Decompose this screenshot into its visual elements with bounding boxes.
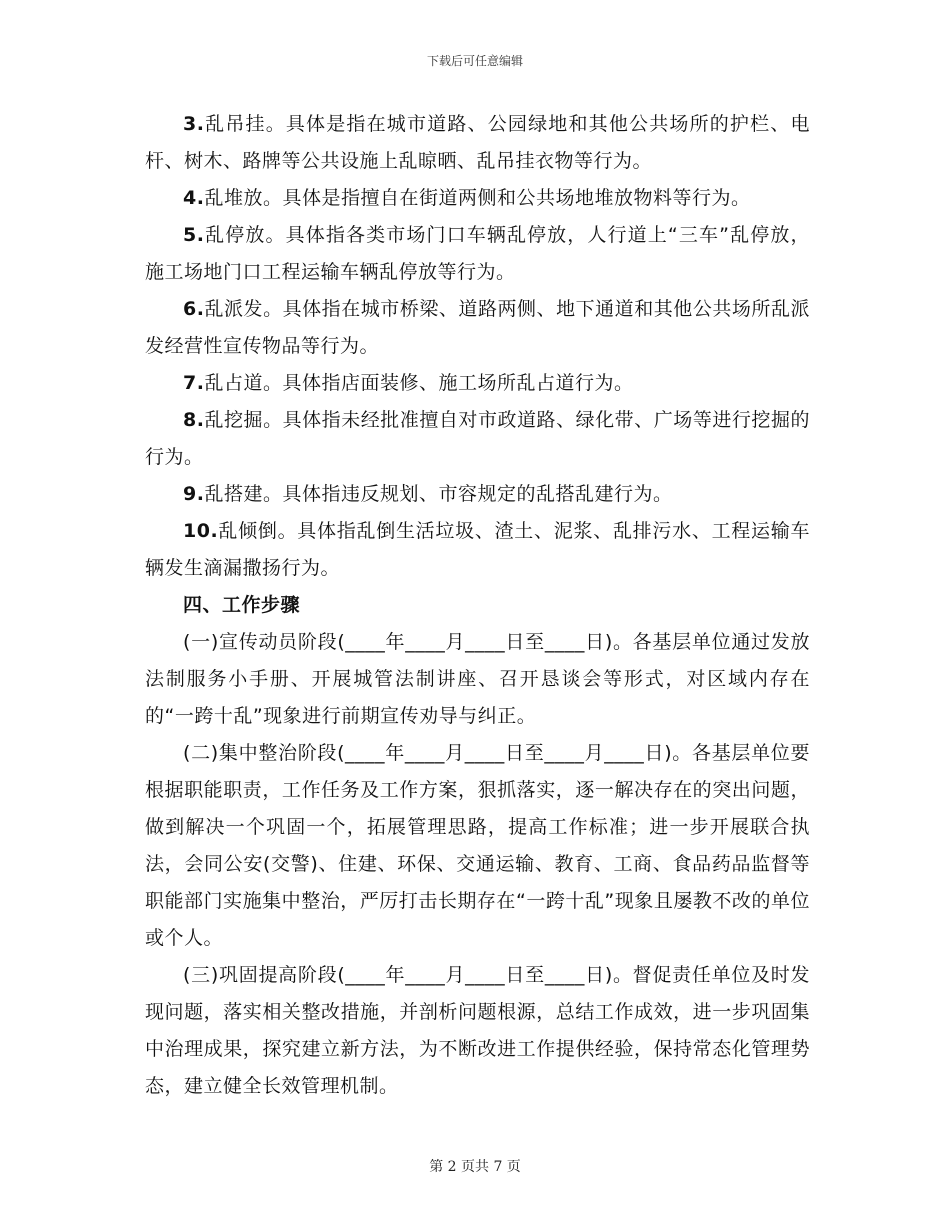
item-number: 4. [183, 187, 205, 209]
item-number: 9. [183, 483, 205, 505]
item-text: 乱倾倒。具体指乱倒生活垃圾、渣土、泥浆、乱排污水、工程运输车辆发生滴漏撒扬行为。 [145, 520, 810, 579]
section-paragraph: (二)集中整治阶段(____年____月____日至____月____日)。各基层单位要根据职能职责，工作任务及工作方案，狠抓落实，逐一解决存在的突出问题，做到解决一个巩固一个，拓展管理思路，提高工作标准；进一步开展联合执法，会同公安(交警)、住建、环保、交通运输、教育、工商、食品药品监督等职能部门实施集中整治，严厉打击长期存在“一跨十乱”现象且屡教不改的单位或个人。 [145, 742, 810, 949]
item-number: 6. [183, 298, 205, 320]
page-header: 下载后可任意编辑 [426, 54, 523, 68]
section-heading: 四、工作步骤 [183, 594, 301, 616]
item-text: 乱占道。具体指店面装修、施工场所乱占道行为。 [204, 372, 634, 394]
list-item [145, 365, 810, 402]
list-item [145, 402, 810, 476]
item-number: 10. [183, 520, 219, 542]
section-paragraph: (一)宣传动员阶段(____年____月____日至____日)。各基层单位通过发放法制服务小手册、开展城管法制讲座、召开恳谈会等形式，对区域内存在的“一跨十乱”现象进行前期宣传劝导与纠正。 [145, 631, 810, 727]
item-text: 乱停放。具体指各类市场门口车辆乱停放，人行道上“三车”乱停放，施工场地门口工程运输车辆乱停放等行为。 [145, 224, 810, 283]
list-item [145, 476, 810, 513]
section-paragraph: (三)巩固提高阶段(____年____月____日至____日)。督促责任单位及时发现问题，落实相关整改措施，并剖析问题根源，总结工作成效，进一步巩固集中治理成果，探究建立新方法，为不断改进工作提供经验，保持常态化管理势态，建立健全长效管理机制。 [145, 964, 810, 1097]
item-number: 5. [183, 224, 205, 246]
item-number: 7. [183, 372, 205, 394]
page-footer: 第 2 页共 7 页 [429, 1159, 521, 1175]
item-text: 乱吊挂。具体是指在城市道路、公园绿地和其他公共场所的护栏、电杆、树木、路牌等公共设施上乱晾晒、乱吊挂衣物等行为。 [145, 113, 810, 172]
list-item [145, 180, 810, 217]
document-body [145, 106, 810, 1105]
item-text: 乱派发。具体指在城市桥梁、道路两侧、地下通道和其他公共场所乱派发经营性宣传物品等行为。 [145, 298, 810, 357]
list-item [145, 513, 810, 587]
item-text: 乱搭建。具体指违反规划、市容规定的乱搭乱建行为。 [204, 483, 673, 505]
list-item [145, 217, 810, 291]
item-number: 8. [183, 409, 205, 431]
item-text: 乱挖掘。具体指未经批准擅自对市政道路、绿化带、广场等进行挖掘的行为。 [145, 409, 810, 468]
list-item [145, 291, 810, 365]
list-item [145, 106, 810, 180]
item-text: 乱堆放。具体是指擅自在街道两侧和公共场地堆放物料等行为。 [204, 187, 751, 209]
item-number: 3. [183, 113, 205, 135]
